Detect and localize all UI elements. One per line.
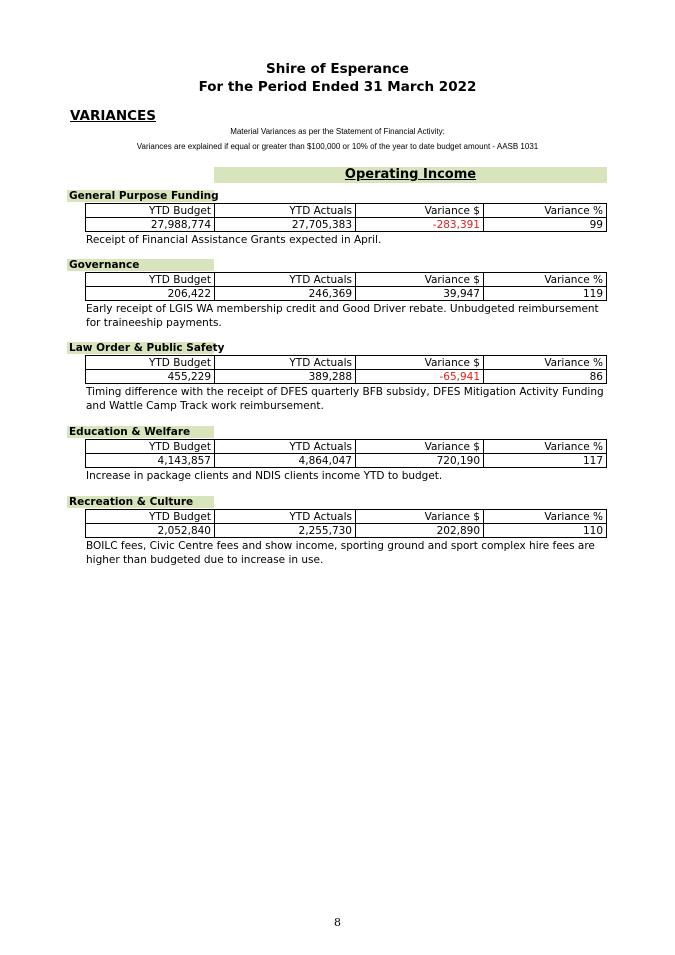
variance-amount-value: -65,941 — [356, 370, 484, 384]
report-title: Shire of Esperance — [266, 61, 409, 77]
col-variance-pct: Variance % — [484, 273, 607, 287]
col-variance-amount: Variance $ — [356, 510, 484, 524]
ytd-budget-value: 4,143,857 — [86, 454, 215, 468]
variance-explanation: Increase in package clients and NDIS clients income YTD to budget. — [86, 470, 443, 482]
table-header-row — [86, 204, 607, 218]
ytd-actuals-value: 2,255,730 — [215, 524, 356, 538]
variances-note-1: Material Variances as per the Statement of Financial Activity: — [230, 127, 445, 136]
variances-note-2: Variances are explained if equal or greater than $100,000 or 10% of the year to date budget amount - AASB 1031 — [136, 142, 539, 151]
col-ytd-budget: YTD Budget — [86, 356, 215, 370]
ytd-budget-value: 2,052,840 — [86, 524, 215, 538]
col-ytd-actuals: YTD Actuals — [215, 356, 356, 370]
col-variance-amount: Variance $ — [356, 356, 484, 370]
section-heading: General Purpose Funding — [69, 190, 219, 202]
variances-heading: VARIANCES — [70, 108, 156, 124]
table-row — [86, 218, 607, 232]
ytd-budget-value: 27,988,774 — [86, 218, 215, 232]
col-ytd-actuals: YTD Actuals — [215, 510, 356, 524]
operating-income-label: Operating Income — [344, 167, 477, 182]
section-law-order-public-safety — [67, 336, 613, 413]
variance-pct-value: 86 — [484, 370, 607, 384]
section-heading: Education & Welfare — [67, 426, 214, 438]
variance-table — [85, 203, 607, 232]
col-variance-amount: Variance $ — [356, 440, 484, 454]
col-ytd-budget: YTD Budget — [86, 273, 215, 287]
ytd-actuals-value: 246,369 — [215, 287, 356, 301]
variance-explanation: Early receipt of LGIS WA membership credit and Good Driver rebate. Unbudgeted reimbursement for traineeship payments. — [86, 303, 599, 329]
col-variance-pct: Variance % — [484, 204, 607, 218]
operating-income-heading — [214, 167, 607, 183]
ytd-budget-value: 455,229 — [86, 370, 215, 384]
report-period: For the Period Ended 31 March 2022 — [198, 79, 477, 95]
table-row — [86, 370, 607, 384]
section-recreation-culture — [67, 490, 613, 567]
variance-explanation: BOILC fees, Civic Centre fees and show income, sporting ground and sport complex hire fees are higher than budgeted due to increase in use. — [86, 540, 595, 566]
col-variance-pct: Variance % — [484, 356, 607, 370]
variance-amount-value: 202,890 — [356, 524, 484, 538]
col-ytd-actuals: YTD Actuals — [215, 204, 356, 218]
col-variance-amount: Variance $ — [356, 273, 484, 287]
section-heading: Recreation & Culture — [67, 496, 214, 508]
variance-table — [85, 355, 607, 384]
variance-table — [85, 509, 607, 538]
variance-table — [85, 272, 607, 301]
col-variance-pct: Variance % — [484, 440, 607, 454]
col-ytd-budget: YTD Budget — [86, 204, 215, 218]
section-education-welfare — [67, 420, 613, 483]
col-ytd-budget: YTD Budget — [86, 510, 215, 524]
variance-pct-value: 117 — [484, 454, 607, 468]
table-header-row — [86, 356, 607, 370]
variance-pct-value: 119 — [484, 287, 607, 301]
col-ytd-actuals: YTD Actuals — [215, 440, 356, 454]
variance-amount-value: -283,391 — [356, 218, 484, 232]
section-heading: Law Order & Public Safety — [69, 342, 225, 354]
section-heading: Governance — [67, 259, 214, 271]
variance-pct-value: 110 — [484, 524, 607, 538]
col-variance-amount: Variance $ — [356, 204, 484, 218]
ytd-actuals-value: 4,864,047 — [215, 454, 356, 468]
table-header-row — [86, 440, 607, 454]
variance-amount-value: 720,190 — [356, 454, 484, 468]
ytd-actuals-value: 389,288 — [215, 370, 356, 384]
variance-pct-value: 99 — [484, 218, 607, 232]
ytd-budget-value: 206,422 — [86, 287, 215, 301]
page-number: 8 — [334, 916, 341, 929]
col-ytd-actuals: YTD Actuals — [215, 273, 356, 287]
ytd-actuals-value: 27,705,383 — [215, 218, 356, 232]
table-row — [86, 454, 607, 468]
table-header-row — [86, 510, 607, 524]
section-general-purpose-funding — [67, 184, 613, 247]
variance-explanation: Receipt of Financial Assistance Grants expected in April. — [86, 234, 382, 246]
col-ytd-budget: YTD Budget — [86, 440, 215, 454]
table-row — [86, 524, 607, 538]
variance-amount-value: 39,947 — [356, 287, 484, 301]
col-variance-pct: Variance % — [484, 510, 607, 524]
table-header-row — [86, 273, 607, 287]
table-row — [86, 287, 607, 301]
variance-explanation: Timing difference with the receipt of DFES quarterly BFB subsidy, DFES Mitigation Activity Funding and Wattle Camp Track work reimbursement. — [86, 386, 604, 412]
section-governance — [67, 253, 613, 330]
variance-table — [85, 439, 607, 468]
